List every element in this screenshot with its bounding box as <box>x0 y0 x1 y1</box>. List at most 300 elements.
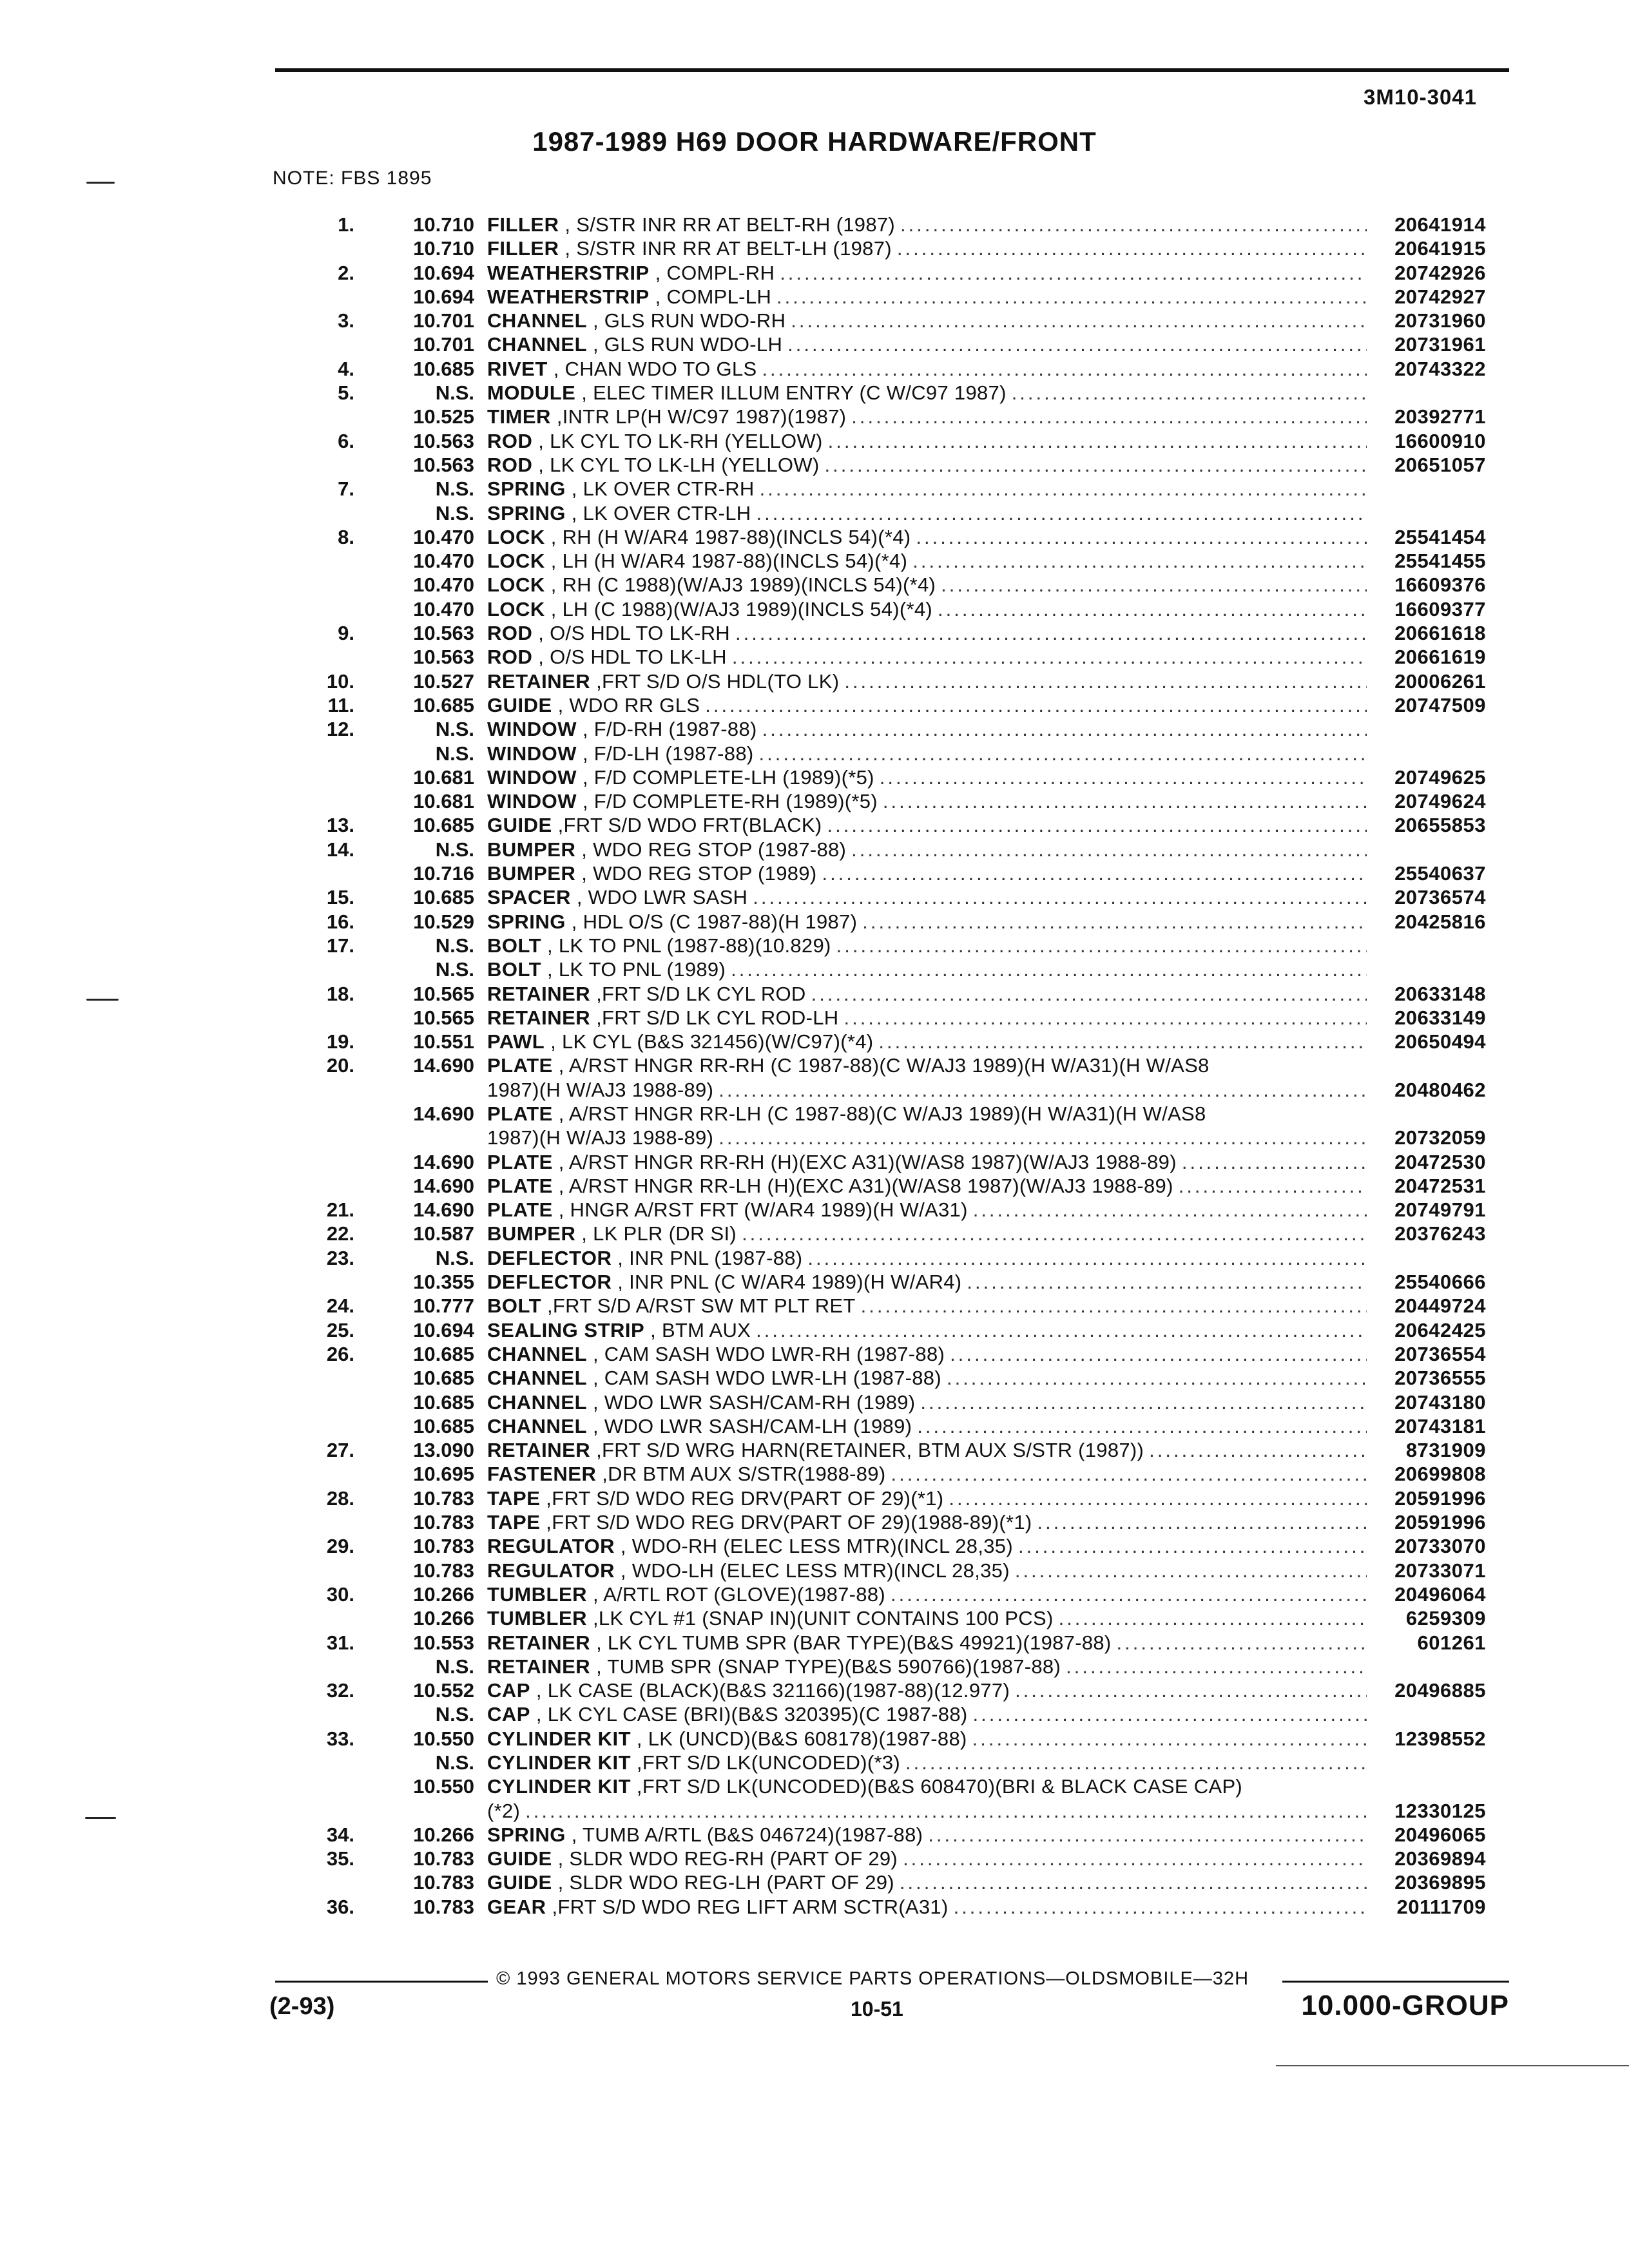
group-reference: 10.710 <box>413 213 474 236</box>
table-row <box>0 477 1629 501</box>
item-number: 11. <box>327 693 354 716</box>
description <box>487 332 1367 356</box>
part-number: 20472531 <box>1394 1174 1486 1197</box>
table-row <box>0 429 1629 453</box>
part-detail: , TUMB SPR (SNAP TYPE)(B&S 590766)(1987-88) <box>590 1655 1061 1678</box>
description <box>487 261 1367 285</box>
item-number: 8. <box>338 525 354 548</box>
dot-leader <box>880 765 1367 789</box>
part-detail: , F/D-RH (1987-88) <box>577 718 757 741</box>
dot-leader <box>735 621 1367 645</box>
parts-list <box>0 213 1629 1919</box>
item-number: 29. <box>326 1535 354 1558</box>
dot-leader <box>1179 1174 1367 1198</box>
part-name: GEAR <box>487 1895 546 1918</box>
part-number: 16600910 <box>1394 429 1486 452</box>
group-code: 10.000-GROUP <box>1301 1990 1509 2021</box>
group-reference: 10.563 <box>413 429 474 452</box>
table-row <box>0 1342 1629 1366</box>
group-reference: 14.690 <box>413 1174 474 1197</box>
description <box>487 1678 1367 1702</box>
part-detail: , LK OVER CTR-LH <box>565 501 751 524</box>
part-name: BOLT <box>487 934 542 957</box>
table-row <box>0 285 1629 309</box>
part-detail: , TUMB A/RTL (B&S 046724)(1987-88) <box>565 1823 923 1846</box>
part-detail: , O/S HDL TO LK-RH <box>532 622 730 645</box>
table-row <box>0 1774 1629 1798</box>
part-detail: ,LK CYL #1 (SNAP IN)(UNIT CONTAINS 100 PCS) <box>587 1607 1054 1630</box>
part-name: BUMPER <box>487 862 576 885</box>
description <box>487 934 1367 957</box>
group-reference: 10.694 <box>413 1318 474 1341</box>
table-row <box>0 1078 1629 1102</box>
bottom-rule <box>1276 2065 1629 2066</box>
part-detail: , WDO REG STOP (1987-88) <box>575 838 847 861</box>
part-name: WEATHERSTRIP <box>487 261 650 284</box>
table-row <box>0 525 1629 549</box>
part-number: 20651057 <box>1394 453 1486 476</box>
table-row <box>0 1246 1629 1270</box>
part-detail: , INR PNL (1987-88) <box>612 1246 803 1269</box>
description <box>487 1655 1367 1678</box>
part-detail: ,FRT S/D WDO REG LIFT ARM SCTR(A31) <box>546 1895 949 1918</box>
group-reference: 10.685 <box>413 814 474 837</box>
group-reference: 10.525 <box>413 405 474 428</box>
part-detail: , GLS RUN WDO-RH <box>587 309 786 332</box>
table-row <box>0 1486 1629 1510</box>
dot-leader <box>828 429 1367 453</box>
part-number: 20376243 <box>1394 1222 1486 1245</box>
description <box>487 501 1367 525</box>
dot-leader <box>851 838 1367 861</box>
group-reference: 10.266 <box>413 1607 474 1630</box>
dot-leader <box>883 789 1367 813</box>
part-detail: , RH (H W/AR4 1987-88)(INCLS 54)(*4) <box>545 525 911 548</box>
group-reference: 10.681 <box>413 790 474 813</box>
item-number: 7. <box>338 477 354 501</box>
table-row <box>0 742 1629 765</box>
document-code: 3M10-3041 <box>1364 85 1477 109</box>
item-number: 14. <box>326 838 354 861</box>
dot-leader <box>1182 1150 1367 1174</box>
dot-leader <box>928 1823 1367 1847</box>
part-number: 20449724 <box>1394 1294 1486 1318</box>
part-name: SPRING <box>487 501 566 524</box>
part-number: 20743322 <box>1394 357 1486 380</box>
part-number: 20661618 <box>1394 622 1486 645</box>
table-row <box>0 501 1629 525</box>
dot-leader <box>731 957 1367 981</box>
description <box>487 213 1367 236</box>
part-number: 20496885 <box>1394 1679 1486 1702</box>
description <box>487 1702 1367 1726</box>
part-detail: , LK PLR (DR SI) <box>575 1222 737 1245</box>
part-name: GUIDE <box>487 693 552 716</box>
item-number: 34. <box>326 1823 354 1846</box>
dot-leader <box>844 669 1367 693</box>
dot-leader <box>891 1462 1367 1486</box>
table-row <box>0 261 1629 285</box>
part-detail: 1987)(H W/AJ3 1988-89) <box>487 1126 714 1149</box>
part-detail: , LK CASE (BLACK)(B&S 321166)(1987-88)(12.977) <box>530 1679 1010 1702</box>
table-row <box>0 1582 1629 1606</box>
description <box>487 1078 1367 1102</box>
table-row <box>0 1126 1629 1149</box>
group-reference: N.S. <box>435 742 474 765</box>
part-detail: ,FRT S/D WRG HARN(RETAINER, BTM AUX S/STR (1987)) <box>590 1439 1144 1462</box>
table-row <box>0 957 1629 981</box>
part-name: RETAINER <box>487 1655 591 1678</box>
table-row <box>0 813 1629 837</box>
table-row <box>0 549 1629 573</box>
revision-date: (2-93) <box>269 1993 335 2020</box>
part-detail: 1987)(H W/AJ3 1988-89) <box>487 1078 714 1101</box>
part-name: PLATE <box>487 1174 553 1197</box>
part-name: MODULE <box>487 381 576 405</box>
part-name: TIMER <box>487 405 551 428</box>
group-reference: 10.685 <box>413 886 474 909</box>
part-detail: , S/STR INR RR AT BELT-RH (1987) <box>559 213 896 236</box>
description <box>487 1150 1367 1174</box>
group-reference: 10.587 <box>413 1222 474 1245</box>
table-row <box>0 1390 1629 1414</box>
table-row <box>0 1030 1629 1053</box>
dot-leader <box>756 1318 1367 1342</box>
table-row <box>0 236 1629 260</box>
part-name: ROD <box>487 429 533 452</box>
part-detail: , COMPL-LH <box>649 285 772 308</box>
part-name: PLATE <box>487 1102 553 1125</box>
table-row <box>0 1727 1629 1751</box>
part-detail: ,DR BTM AUX S/STR(1988-89) <box>596 1463 886 1486</box>
group-reference: 10.550 <box>413 1775 474 1798</box>
description <box>487 1559 1367 1582</box>
group-reference: 10.685 <box>413 1414 474 1437</box>
footer-rule-right <box>1282 1981 1509 1983</box>
part-name: SPRING <box>487 477 566 501</box>
part-detail: (*2) <box>487 1799 521 1822</box>
group-reference: 10.783 <box>413 1871 474 1894</box>
description <box>487 1342 1367 1366</box>
dot-leader <box>900 1870 1367 1894</box>
part-number: 20369894 <box>1394 1847 1486 1870</box>
part-name: PLATE <box>487 1198 553 1222</box>
description <box>487 982 1367 1006</box>
description <box>487 1006 1367 1030</box>
description <box>487 549 1367 573</box>
part-number: 20749791 <box>1394 1198 1486 1222</box>
description <box>487 1030 1367 1053</box>
part-detail: ,INTR LP(H W/C97 1987)(1987) <box>550 405 847 428</box>
group-reference: N.S. <box>435 1655 474 1678</box>
dot-leader <box>967 1270 1367 1294</box>
description <box>487 1727 1367 1751</box>
dot-leader <box>843 1006 1367 1030</box>
description <box>487 1438 1367 1462</box>
part-detail: , WDO-LH (ELEC LESS MTR)(INCL 28,35) <box>614 1559 1010 1582</box>
item-number: 1. <box>338 213 354 236</box>
part-number: 25540637 <box>1394 862 1486 885</box>
group-reference: N.S. <box>435 838 474 861</box>
table-row <box>0 669 1629 693</box>
table-row <box>0 838 1629 861</box>
description <box>487 1318 1367 1342</box>
item-number: 15. <box>326 886 354 909</box>
part-detail: , F/D COMPLETE-RH (1989)(*5) <box>577 790 878 813</box>
part-name: WINDOW <box>487 718 577 741</box>
group-reference: 10.470 <box>413 550 474 573</box>
dot-leader <box>827 813 1367 837</box>
table-row <box>0 885 1629 909</box>
group-reference: 10.783 <box>413 1847 474 1870</box>
part-name: REGULATOR <box>487 1535 615 1558</box>
description <box>487 1053 1367 1077</box>
dot-leader <box>742 1222 1367 1245</box>
group-reference: 10.694 <box>413 261 474 284</box>
dot-leader <box>903 1847 1367 1870</box>
part-name: LOCK <box>487 525 545 548</box>
part-detail: , SLDR WDO REG-LH (PART OF 29) <box>552 1871 894 1894</box>
part-number: 20111709 <box>1396 1895 1486 1918</box>
part-number: 20006261 <box>1394 669 1486 693</box>
part-number: 20496064 <box>1394 1582 1486 1606</box>
part-name: CAP <box>487 1703 530 1726</box>
part-detail: , SLDR WDO REG-RH (PART OF 29) <box>552 1847 898 1870</box>
table-row <box>0 1702 1629 1726</box>
group-reference: 10.710 <box>413 237 474 260</box>
table-row <box>0 1414 1629 1438</box>
group-reference: N.S. <box>435 477 474 501</box>
table-row <box>0 1053 1629 1077</box>
group-reference: 10.783 <box>413 1511 474 1534</box>
dot-leader <box>878 1030 1367 1053</box>
table-row <box>0 1510 1629 1534</box>
part-detail: , LK CYL TO LK-RH (YELLOW) <box>532 429 823 452</box>
part-name: RETAINER <box>487 669 591 693</box>
group-reference: 10.685 <box>413 1390 474 1414</box>
table-row <box>0 1823 1629 1847</box>
item-number: 9. <box>338 622 354 645</box>
part-name: WINDOW <box>487 742 577 765</box>
description <box>487 1126 1367 1149</box>
part-detail: , CHAN WDO TO GLS <box>547 357 757 380</box>
part-name: CHANNEL <box>487 1390 588 1414</box>
table-row <box>0 573 1629 597</box>
table-row <box>0 1294 1629 1318</box>
part-name: BUMPER <box>487 838 576 861</box>
item-number: 23. <box>326 1246 354 1269</box>
dot-leader <box>920 1390 1367 1414</box>
item-number: 22. <box>326 1222 354 1245</box>
part-name: DEFLECTOR <box>487 1246 612 1269</box>
description <box>487 1534 1367 1558</box>
description <box>487 861 1367 885</box>
description <box>487 742 1367 765</box>
dot-leader <box>862 910 1367 934</box>
description <box>487 1486 1367 1510</box>
part-name: LOCK <box>487 573 545 597</box>
group-reference: N.S. <box>435 1246 474 1269</box>
part-detail: , WDO LWR SASH/CAM-LH (1989) <box>587 1414 912 1437</box>
part-detail: ,FRT S/D LK(UNCODED)(B&S 608470)(BRI & BLACK CASE CAP) <box>631 1775 1243 1798</box>
part-detail: , INR PNL (C W/AR4 1989)(H W/AR4) <box>612 1271 962 1294</box>
part-detail: , A/RST HNGR RR-RH (H)(EXC A31)(W/AS8 1987)(W/AJ3 1988-89) <box>552 1150 1177 1173</box>
part-number: 25540666 <box>1394 1271 1486 1294</box>
group-reference: 10.470 <box>413 573 474 597</box>
description <box>487 621 1367 645</box>
table-row <box>0 1678 1629 1702</box>
dot-leader <box>758 742 1367 765</box>
dot-leader <box>822 861 1367 885</box>
table-row <box>0 332 1629 356</box>
part-name: WEATHERSTRIP <box>487 285 650 308</box>
table-row <box>0 765 1629 789</box>
part-number: 20731960 <box>1394 309 1486 332</box>
table-row <box>0 1895 1629 1919</box>
part-name: RETAINER <box>487 1631 591 1654</box>
group-reference: 10.470 <box>413 597 474 620</box>
part-number: 20633148 <box>1394 982 1486 1005</box>
table-row <box>0 693 1629 717</box>
part-name: CYLINDER KIT <box>487 1727 631 1750</box>
table-row <box>0 1222 1629 1245</box>
dot-leader <box>897 236 1367 260</box>
group-reference: 14.690 <box>413 1150 474 1173</box>
part-number: 20655853 <box>1394 814 1486 837</box>
dot-leader <box>905 1751 1367 1774</box>
dot-leader <box>1015 1678 1367 1702</box>
dot-leader <box>891 1582 1367 1606</box>
part-detail: , O/S HDL TO LK-LH <box>532 646 727 669</box>
item-number: 31. <box>326 1631 354 1654</box>
part-number: 20731961 <box>1394 333 1486 356</box>
part-number: 20742927 <box>1394 285 1486 308</box>
part-detail: , A/RTL ROT (GLOVE)(1987-88) <box>587 1582 885 1606</box>
dot-leader <box>1149 1438 1367 1462</box>
dot-leader <box>525 1799 1367 1823</box>
part-number: 20732059 <box>1394 1126 1486 1149</box>
item-number: 35. <box>326 1847 354 1870</box>
description <box>487 1823 1367 1847</box>
group-reference: 10.681 <box>413 765 474 789</box>
part-number: 25541454 <box>1394 525 1486 548</box>
dot-leader <box>756 501 1367 525</box>
part-number: 20480462 <box>1394 1078 1486 1101</box>
description <box>487 1294 1367 1318</box>
table-row <box>0 1655 1629 1678</box>
dot-leader <box>1059 1606 1367 1630</box>
part-name: LOCK <box>487 597 545 620</box>
part-detail: , S/STR INR RR AT BELT-LH (1987) <box>559 237 892 260</box>
description <box>487 838 1367 861</box>
part-detail: , GLS RUN WDO-LH <box>587 333 783 356</box>
part-name: RIVET <box>487 357 548 380</box>
description <box>487 1895 1367 1919</box>
item-number: 18. <box>326 982 354 1005</box>
description <box>487 1870 1367 1894</box>
part-detail: ,FRT S/D WDO REG DRV(PART OF 29)(1988-89)(*1) <box>540 1511 1032 1534</box>
part-number: 16609377 <box>1394 597 1486 620</box>
note: NOTE: FBS 1895 <box>273 168 432 189</box>
table-row <box>0 789 1629 813</box>
part-number: 20591996 <box>1394 1486 1486 1510</box>
group-reference: 10.355 <box>413 1271 474 1294</box>
dot-leader <box>718 1126 1367 1149</box>
dot-leader <box>718 1078 1367 1102</box>
part-detail: ,FRT S/D LK(UNCODED)(*3) <box>631 1751 901 1774</box>
table-row <box>0 1534 1629 1558</box>
part-detail: , LK (UNCD)(B&S 608178)(1987-88) <box>631 1727 967 1750</box>
description <box>487 910 1367 934</box>
description <box>487 1799 1367 1823</box>
table-row <box>0 621 1629 645</box>
table-row <box>0 1150 1629 1174</box>
table-row <box>0 597 1629 621</box>
dot-leader <box>780 261 1367 285</box>
item-number: 26. <box>326 1342 354 1365</box>
item-number: 5. <box>338 381 354 405</box>
dot-leader <box>1066 1655 1367 1678</box>
table-row <box>0 1751 1629 1774</box>
part-name: CYLINDER KIT <box>487 1775 631 1798</box>
dot-leader <box>900 213 1367 236</box>
part-detail: , F/D-LH (1987-88) <box>577 742 754 765</box>
description <box>487 1631 1367 1655</box>
part-name: CHANNEL <box>487 333 588 356</box>
part-name: FILLER <box>487 213 559 236</box>
dot-leader <box>973 1702 1367 1726</box>
part-number: 20591996 <box>1394 1511 1486 1534</box>
part-name: SEALING STRIP <box>487 1318 645 1341</box>
description <box>487 1847 1367 1870</box>
table-row <box>0 982 1629 1006</box>
description <box>487 1462 1367 1486</box>
part-detail: , WDO REG STOP (1989) <box>575 862 817 885</box>
part-detail: , A/RST HNGR RR-LH (H)(EXC A31)(W/AS8 1987)(W/AJ3 1988-89) <box>552 1174 1173 1197</box>
part-number: 20736555 <box>1394 1367 1486 1390</box>
table-row <box>0 405 1629 428</box>
table-row <box>0 910 1629 934</box>
part-number: 20733070 <box>1394 1535 1486 1558</box>
description <box>487 381 1367 405</box>
dot-leader <box>732 645 1367 669</box>
copyright: © 1993 GENERAL MOTORS SERVICE PARTS OPERATIONS—OLDSMOBILE—32H <box>496 1968 1249 1989</box>
item-number: 3. <box>338 309 354 332</box>
part-number: 6259309 <box>1405 1607 1486 1630</box>
table-row <box>0 1366 1629 1390</box>
description <box>487 525 1367 549</box>
table-row <box>0 1606 1629 1630</box>
dot-leader <box>972 1727 1367 1751</box>
group-reference: N.S. <box>435 958 474 981</box>
description <box>487 597 1367 621</box>
group-reference: 10.716 <box>413 862 474 885</box>
description <box>487 1198 1367 1222</box>
part-number: 25541455 <box>1394 550 1486 573</box>
description <box>487 1751 1367 1774</box>
part-detail: , BTM AUX <box>644 1318 751 1341</box>
table-row <box>0 1102 1629 1126</box>
part-number: 20747509 <box>1394 693 1486 716</box>
item-number: 30. <box>326 1582 354 1606</box>
part-number: 20472530 <box>1394 1150 1486 1173</box>
group-reference: 14.690 <box>413 1102 474 1125</box>
table-row <box>0 453 1629 477</box>
part-name: SPACER <box>487 886 571 909</box>
group-reference: 10.552 <box>413 1679 474 1702</box>
part-name: ROD <box>487 622 533 645</box>
dot-leader <box>836 934 1367 957</box>
